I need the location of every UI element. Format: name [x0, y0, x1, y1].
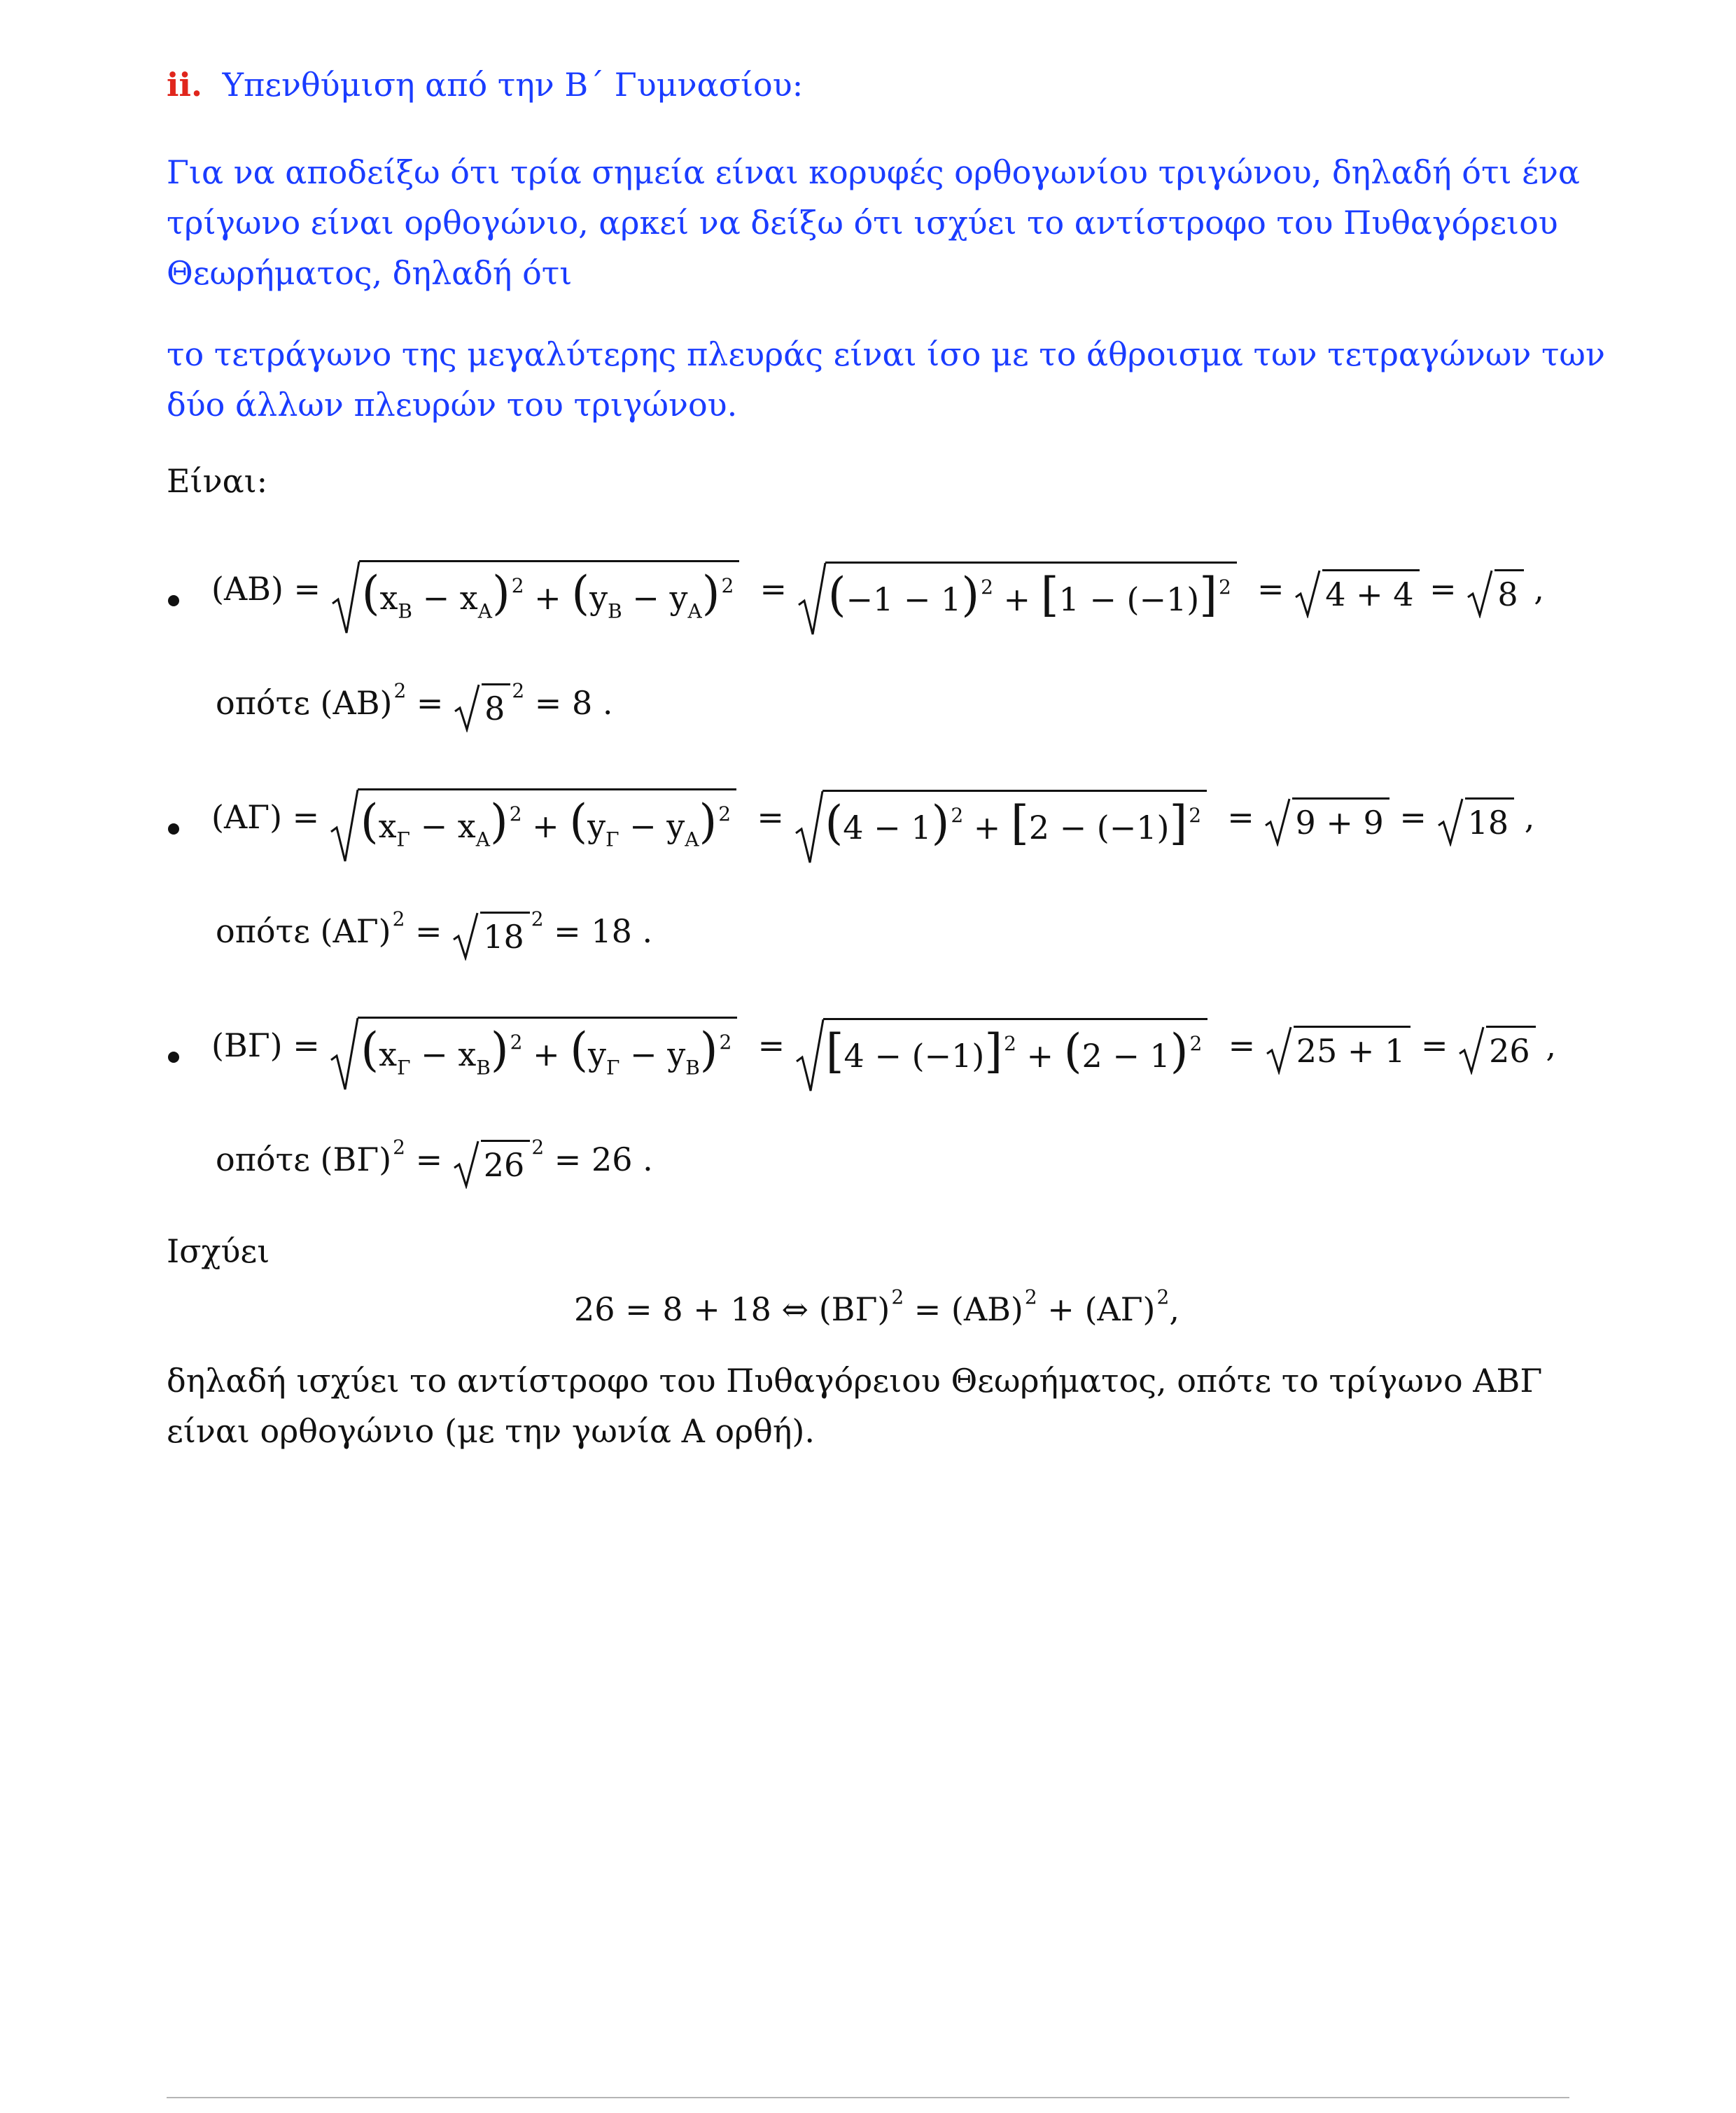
rad-text: 18: [1467, 804, 1509, 842]
sub-q: Β: [685, 1056, 700, 1080]
inner-a: 4 − (−1): [844, 1036, 985, 1075]
inner-a: 4 − 1: [843, 808, 932, 846]
distance-formula-line: (ΑΒ) = $(x_B - x_A)^2 + (y_B - y_A)^2$ = $(-1 - 1)^2 + [1 - (-1)]^2$ = 4 + 4 = 8 ,: [211, 560, 1544, 623]
sub-p: Β: [398, 599, 412, 623]
einai-label: Είναι:: [167, 462, 268, 500]
sqrt-value: [1458, 1026, 1536, 1070]
pythagorean-converse-statement: [167, 329, 1605, 430]
footer-rule: [167, 2097, 1569, 2098]
sqrt-squared: [453, 1140, 531, 1184]
rad-text: 26: [1489, 1032, 1530, 1071]
sub-q: Α: [685, 828, 699, 851]
segment-label: (ΑΓ): [320, 912, 391, 950]
sub-p: Γ: [606, 828, 620, 851]
sum-text: 4 + 4: [1325, 576, 1414, 614]
rule-line: το τετράγωνο της μεγαλύτερης πλευράς είναι ίσο με το άθροισμα των τετραγώνων των: [167, 335, 1605, 373]
intro-paragraph: [167, 147, 1580, 298]
sub-q: Α: [687, 599, 702, 623]
segment-label: (ΒΓ): [211, 1026, 283, 1064]
segment-label: (ΑΒ): [211, 569, 284, 608]
sub-p: Γ: [606, 1056, 620, 1080]
sqrt-substituted: $[4 - (-1)]^2 + (2 - 1)^2$: [795, 1018, 1208, 1078]
rad-text: 8: [1497, 576, 1518, 614]
sqrt-general: $(x_\Gamma - x_B)^2 + (y_\Gamma - y_B)^2$: [330, 1017, 737, 1080]
sum-text: 25 + 1: [1296, 1032, 1406, 1071]
inner-b: 2 − 1: [1082, 1036, 1170, 1075]
result-text: 26: [591, 1140, 633, 1178]
section-number: ii.: [167, 66, 202, 104]
result-text: 8: [571, 683, 593, 722]
intro-line: τρίγωνο είναι ορθογώνιο, αρκεί να δείξω ότι ισχύει το αντίστροφο του Πυθαγόρειου: [167, 204, 1558, 242]
rad-text: 26: [483, 1146, 525, 1185]
sqrt-squared: [454, 683, 510, 727]
sqrt-sum: [1264, 797, 1389, 842]
opote-text: οπότε: [216, 912, 310, 950]
sqrt-value: [1437, 797, 1515, 842]
inner-a: −1 − 1: [846, 580, 962, 618]
segment-label: (ΑΒ): [320, 683, 393, 722]
square-result-line: οπότε $(AB)^2$ = 8 $^2$ = 8 .: [216, 679, 613, 727]
sub-q: Α: [477, 599, 492, 623]
eq-part: + (ΑΓ): [1037, 1290, 1156, 1328]
segment-label: (ΑΓ): [211, 797, 283, 836]
distance-formula-line: (ΑΓ) = $(x_\Gamma - x_A)^2 + (y_\Gamma - y_A)^2$ = $(4 - 1)^2 + [2 - (-1)]^2$ = 9 + 9 = 18 ,: [211, 788, 1534, 851]
segment-label: (ΒΓ): [320, 1140, 392, 1178]
rule-line: δύο άλλων πλευρών του τριγώνου.: [167, 386, 738, 424]
sqrt-squared: [452, 912, 530, 956]
sub-q: Α: [475, 828, 490, 851]
sum-text: 9 + 9: [1295, 804, 1384, 842]
conclusion-equation: 26 = 8 + 18 ⇔ $(B\Gamma)^2 = (AB)^2 + (A\Gamma)^2$,: [574, 1285, 1180, 1328]
final-line: δηλαδή ισχύει το αντίστροφο του Πυθαγόρειου Θεωρήματος, οπότε το τρίγωνο ΑΒΓ: [167, 1362, 1543, 1400]
square-result-line: οπότε $(A\Gamma)^2$ = 18 $^2$ = 18 .: [216, 907, 652, 956]
result-text: 18: [591, 912, 632, 950]
rad-text: 18: [483, 918, 524, 956]
sub-q: Β: [476, 1056, 491, 1080]
list-bullet: [168, 595, 179, 606]
opote-text: οπότε: [216, 1140, 310, 1178]
sqrt-sum: [1294, 569, 1419, 613]
eq-part: ,: [1169, 1290, 1180, 1328]
sub-p: Β: [608, 599, 622, 623]
isxyei-label: Ισχύει: [167, 1232, 270, 1270]
sqrt-substituted: $(-1 - 1)^2 + [1 - (-1)]^2$: [797, 562, 1237, 622]
distance-formula-line: (ΒΓ) = $(x_\Gamma - x_B)^2 + (y_\Gamma - y_B)^2$ = $[4 - (-1)]^2 + (2 - 1)^2$ = 25 + 1 = 26 ,: [211, 1017, 1556, 1080]
rad-text: 8: [484, 690, 505, 728]
intro-line: Θεωρήματος, δηλαδή ότι: [167, 254, 573, 292]
sqrt-general: $(x_B - x_A)^2 + (y_B - y_A)^2$: [331, 560, 740, 623]
intro-line: Για να αποδείξω ότι τρία σημεία είναι κορυφές ορθογωνίου τριγώνου, δηλαδή ότι ένα: [167, 153, 1580, 191]
eq-part: 26 = 8 + 18 ⇔ (ΒΓ): [574, 1290, 890, 1328]
sqrt-sum: [1266, 1026, 1411, 1070]
eq-part: = (ΑΒ): [904, 1290, 1023, 1328]
sqrt-value: [1466, 569, 1523, 613]
final-paragraph: [167, 1355, 1542, 1456]
sub-p: Γ: [397, 1056, 411, 1080]
square-result-line: οπότε $(B\Gamma)^2$ = 26 $^2$ = 26 .: [216, 1136, 653, 1184]
final-line: είναι ορθογώνιο (με την γωνία Α ορθή).: [167, 1412, 815, 1450]
section-title: Υπενθύμιση από την Β΄ Γυμνασίου:: [222, 66, 804, 104]
opote-text: οπότε: [216, 683, 310, 722]
sqrt-substituted: $(4 - 1)^2 + [2 - (-1)]^2$: [794, 790, 1208, 850]
inner-b: 2 − (−1): [1028, 808, 1170, 846]
section-heading: [167, 66, 803, 104]
list-bullet: [168, 823, 179, 835]
list-bullet: [168, 1052, 179, 1063]
sub-p: Γ: [396, 828, 410, 851]
sqrt-general: $(x_\Gamma - x_A)^2 + (y_\Gamma - y_A)^2$: [330, 788, 736, 851]
inner-b: 1 − (−1): [1058, 580, 1200, 618]
